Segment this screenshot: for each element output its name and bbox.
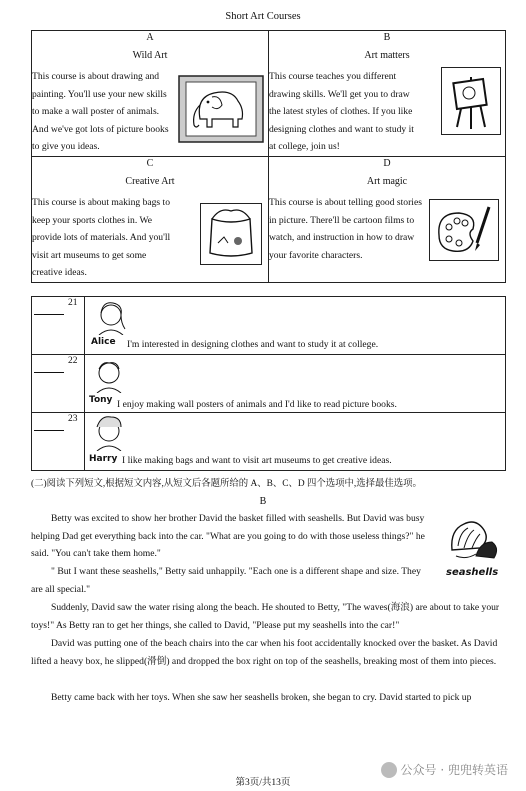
- course-name: Art matters: [364, 50, 410, 61]
- watermark-text: 公众号 · 兜兜转英语: [400, 763, 508, 777]
- course-name: Creative Art: [125, 175, 175, 187]
- seashells-label: seashells: [446, 567, 499, 578]
- passage-paragraph: Betty came back with her toys. When she saw her seashells broken, she began to cry. David started to pick up: [51, 692, 472, 703]
- course-desc: This course is about telling good stories in picture. There'll be cartoon films to watch, and instruction in how to draw your favorite characters.: [269, 196, 422, 261]
- girl-portrait-icon: [91, 299, 131, 335]
- person-name: Alice: [91, 337, 116, 347]
- easel-icon: [441, 67, 501, 135]
- seashells-icon: [446, 512, 500, 562]
- elephant-picture-icon: [178, 75, 264, 143]
- question-number: 22: [68, 356, 78, 366]
- answer-blank[interactable]: [34, 420, 64, 431]
- question-row-23: [32, 413, 506, 471]
- courses-table: [31, 30, 506, 283]
- passage-paragraph: " But I want these seashells," Betty said unhappily. "Each one is a different shape and size. They are all special.": [31, 566, 421, 595]
- drawstring-bag-icon: [200, 203, 262, 265]
- course-letter: A: [146, 32, 154, 43]
- question-number: 23: [68, 414, 78, 424]
- boy-portrait-icon: [91, 413, 127, 451]
- course-desc: This course is about making bags to keep your sports clothes in. We provide lots of materials. And you'll visit art museums to get some creative ideas.: [32, 196, 171, 279]
- passage-paragraph: Suddenly, David saw the water rising along the beach. He shouted to Betty, "The waves(海浪) are about to take your toys!" As Betty ran to get her things, she called to David, "Please put my seashells into the car!": [31, 602, 500, 631]
- matching-table: [31, 296, 506, 471]
- course-letter: B: [383, 32, 391, 43]
- course-letter: C: [146, 157, 154, 169]
- question-statement: I enjoy making wall posters of animals and I'd like to read picture books.: [117, 399, 397, 410]
- passage-paragraph: Betty was excited to show her brother David the basket filled with seashells. But David was busy helping Dad get everything back into the car. "What are you going to do with those useless things?" he said. "You can't take them home.": [31, 513, 425, 560]
- course-cell-c: [32, 156, 269, 282]
- course-cell-a: [32, 31, 269, 157]
- person-name: Harry: [89, 454, 118, 464]
- section-letter: B: [259, 496, 267, 507]
- passage-paragraph: David was putting one of the beach chairs into the car when his foot accidentally knocked over the basket. As David lifted a heavy box, he slipped(滑倒) and dropped the box right on top of the seashells, breaking most of them into pieces.: [31, 638, 498, 667]
- course-name: Art magic: [366, 175, 408, 187]
- course-desc: This course is about drawing and painting. You'll use your new skills to make a wall poster of animals. And we've got lots of picture books to give you ideas.: [32, 71, 169, 153]
- course-letter: D: [383, 157, 391, 169]
- question-number: 21: [68, 298, 78, 308]
- person-name: Tony: [89, 395, 113, 405]
- page-footer: 第3页/共13页: [235, 778, 291, 788]
- question-statement: I like making bags and want to visit art museums to get creative ideas.: [122, 455, 392, 466]
- answer-blank[interactable]: [34, 362, 64, 373]
- boy-portrait-icon: [91, 357, 127, 393]
- page-title: Short Art Courses: [225, 11, 301, 22]
- course-desc: This course teaches you different drawing skills. We'll get you to draw the latest styles of clothes. If you like designing clothes and want to study it at college, join us!: [269, 71, 414, 153]
- course-cell-d: [269, 156, 506, 282]
- question-row-22: [32, 355, 506, 413]
- instruction-text: (二)阅读下列短文,根据短文内容,从短文后各题所给的 A、B、C、D 四个选项中,选择最佳选项。: [31, 479, 422, 489]
- question-statement: I'm interested in designing clothes and want to study it at college.: [127, 339, 379, 350]
- course-name: Wild Art: [132, 50, 168, 61]
- answer-blank[interactable]: [34, 304, 64, 315]
- paint-palette-icon: [429, 199, 499, 261]
- course-cell-b: [269, 31, 506, 157]
- question-row-21: [32, 297, 506, 355]
